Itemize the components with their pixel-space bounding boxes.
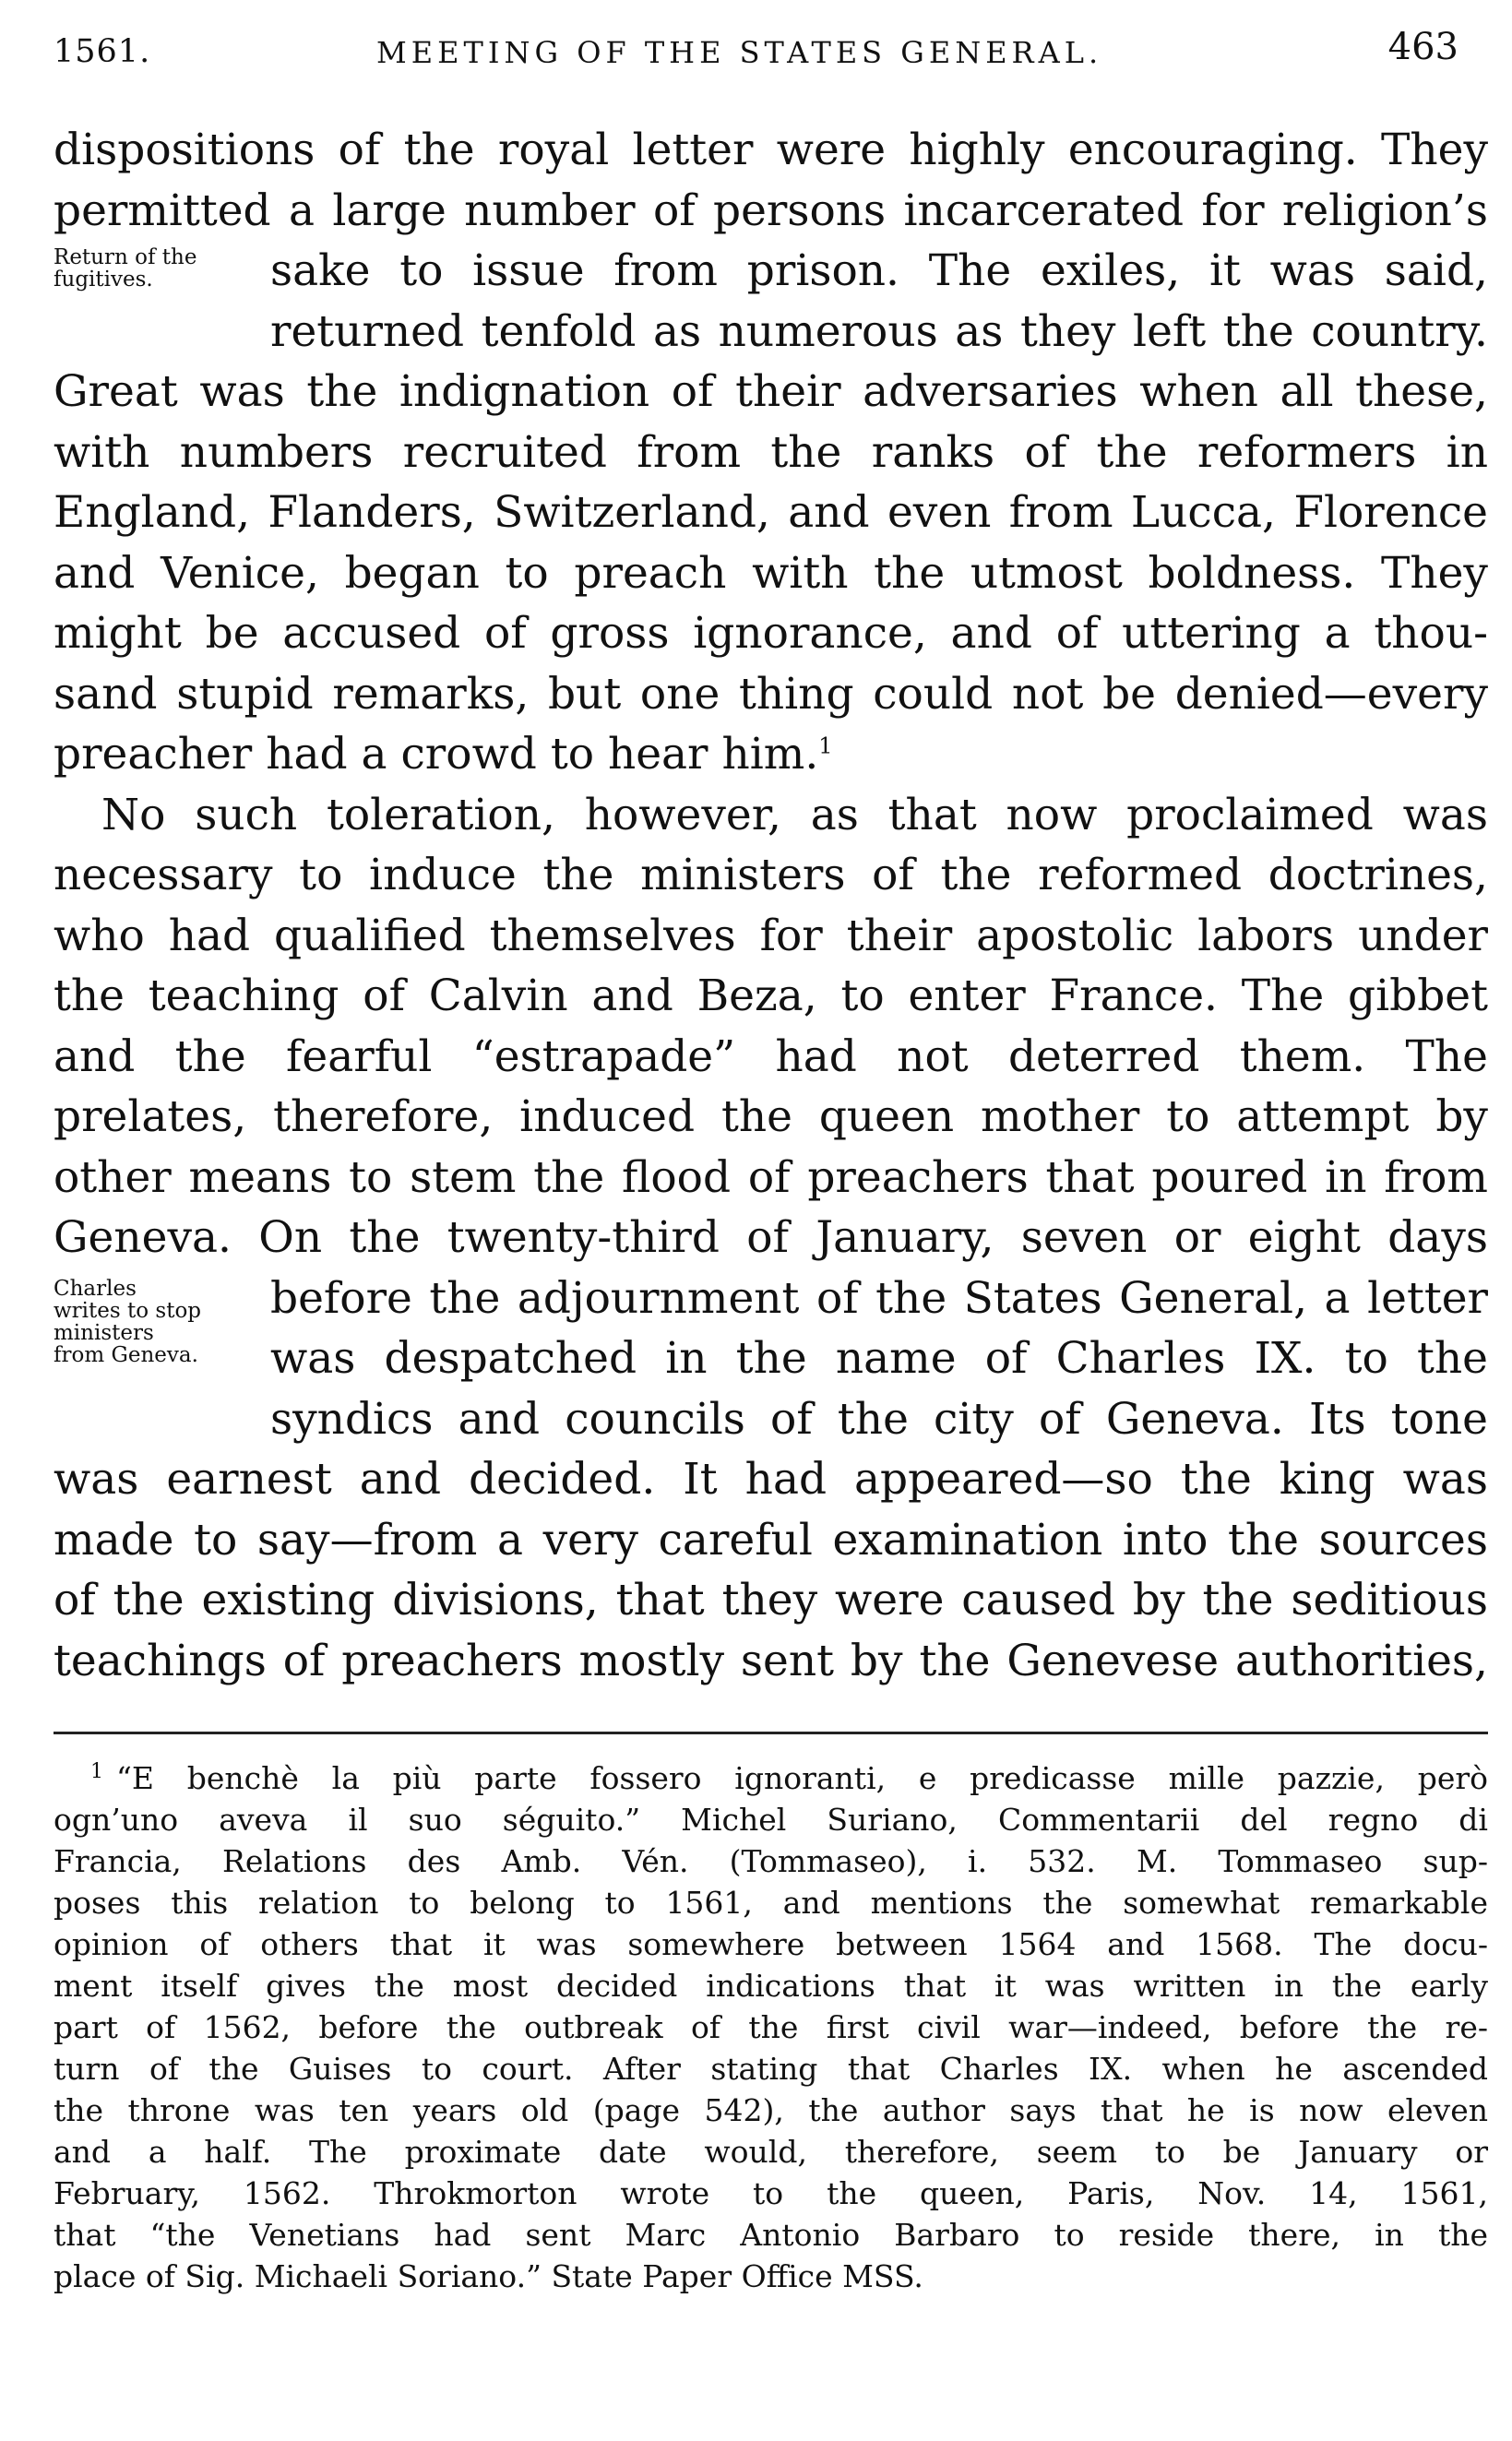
text-line: returned tenfold as numerous as they left the country. — [270, 305, 1488, 357]
footnote-line: place of Sig. Michaeli Soriano.” State Paper Office MSS. — [54, 2258, 923, 2294]
sidenote-line: ministers — [54, 1320, 154, 1345]
text-line: preacher had a crowd to hear him. — [54, 729, 819, 780]
text-line: with numbers recruited from the ranks of the reformers in — [54, 426, 1488, 478]
running-header — [54, 26, 1488, 72]
text-line-with-sidenote — [54, 241, 1488, 302]
text-line: of the existing divisions, that they were caused by the seditious — [54, 1575, 1488, 1625]
text-line: Great was the indignation of their adversaries when all these, — [54, 366, 1488, 417]
footnote-line: ogn’uno aveva il suo séguito.” Michel Suriano, Commentarii del regno di — [54, 1802, 1488, 1838]
footnote-text: “E benchè la più parte fossero ignoranti, e predicasse mille pazzie, però — [116, 1760, 1488, 1796]
text-line: who had qualified themselves for their apostolic labors under — [54, 910, 1488, 961]
text-line: and the fearful “estrapade” had not deterred them. The — [54, 1030, 1488, 1082]
footnote-rule — [54, 1732, 1488, 1734]
text-line: dispositions of the royal letter were highly encouraging. They — [54, 125, 1488, 175]
text-line: other means to stem the flood of preachers that poured in from — [54, 1151, 1488, 1203]
footnote-line: the throne was ten years old (page 542), the author says that he is now eleven — [54, 2092, 1488, 2128]
sidenote-line: Return of the — [54, 245, 197, 269]
text-line: might be accused of gross ignorance, and of uttering a thou- — [54, 608, 1488, 659]
footnote-reference: 1 — [818, 732, 833, 759]
text-line: was earnest and decided. It had appeared—so the king was — [54, 1454, 1488, 1505]
sidenote-line: writes to stop — [54, 1298, 202, 1323]
text-line: necessary to induce the ministers of the reformed doctrines, — [54, 850, 1488, 900]
footnote-line — [54, 1757, 1488, 1799]
text-line: sand stupid remarks, but one thing could not be denied—every — [54, 668, 1488, 720]
footnote-line: opinion of others that it was somewhere between 1564 and 1568. The docu- — [54, 1926, 1488, 1962]
text-line: prelates, therefore, induced the queen mother to attempt by — [54, 1091, 1488, 1142]
footnote-line: Francia, Relations des Amb. Vén. (Tommaseo), i. 532. M. Tommaseo sup- — [54, 1843, 1488, 1879]
sidenote-line: fugitives. — [54, 268, 153, 292]
text-line: before the adjournment of the States General, a letter — [270, 1272, 1488, 1324]
main-text — [54, 120, 1488, 1691]
text-line: teachings of preachers mostly sent by the Genevese authorities, — [54, 1635, 1488, 1686]
sidenote-line: from Geneva. — [54, 1342, 198, 1367]
text-line: sake to issue from prison. The exiles, it was said, — [270, 245, 1488, 296]
footnote-line: that “the Venetians had sent Marc Antonio Barbaro to reside there, in the — [54, 2217, 1488, 2253]
text-line: the teaching of Calvin and Beza, to enter France. The gibbet — [54, 970, 1488, 1021]
text-line: Geneva. On the twenty-third of January, seven or eight days — [54, 1212, 1488, 1263]
header-year: 1561. — [54, 33, 151, 70]
text-line: permitted a large number of persons incarcerated for religion’s — [54, 185, 1488, 236]
sidenote-line: Charles — [54, 1276, 137, 1301]
text-line: and Venice, began to preach with the utmost boldness. They — [54, 547, 1488, 599]
text-line: No such toleration, however, as that now proclaimed was — [101, 789, 1488, 840]
footnote-line: February, 1562. Throkmorton wrote to the queen, Paris, Nov. 14, 1561, — [54, 2175, 1488, 2211]
sidenote-return-of-fugitives — [54, 246, 196, 291]
page-number: 463 — [1387, 26, 1458, 68]
footnote-marker: 1 — [90, 1760, 103, 1783]
footnote-line: and a half. The proximate date would, therefore, seem to be January or — [54, 2134, 1488, 2170]
footnote-line: turn of the Guises to court. After stating that Charles IX. when he ascended — [54, 2051, 1488, 2087]
footnote-line: ment itself gives the most decided indications that it was written in the early — [54, 1968, 1488, 2004]
footnote-line: part of 1562, before the outbreak of the first civil war—indeed, before the re- — [54, 2009, 1488, 2045]
header-title: MEETING OF THE STATES GENERAL. — [376, 35, 1103, 70]
text-line: was despatched in the name of Charles IX. to the — [270, 1333, 1488, 1384]
footnote-line: poses this relation to belong to 1561, and mentions the somewhat remarkable — [54, 1885, 1488, 1921]
text-line: syndics and councils of the city of Geneva. Its tone — [270, 1393, 1488, 1445]
text-line-with-footnote-ref — [54, 724, 1488, 785]
text-line: England, Flanders, Switzerland, and even from Lucca, Florence — [54, 487, 1488, 538]
footnote-block — [54, 1757, 1488, 2297]
text-line: made to say—from a very careful examination into the sources — [54, 1514, 1488, 1566]
